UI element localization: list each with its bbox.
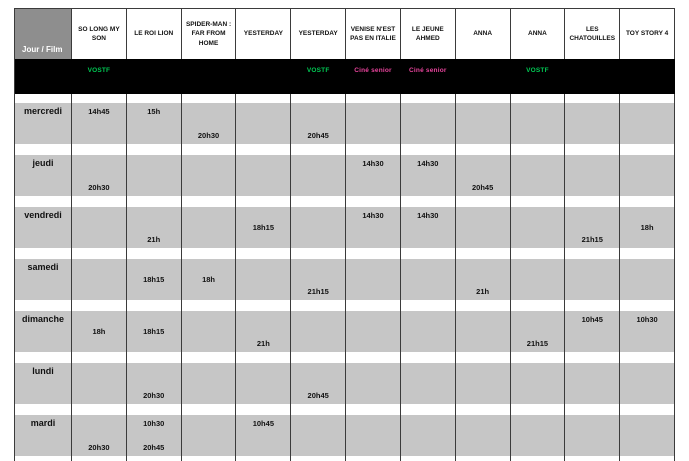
language-tag: VOSTF <box>511 59 566 94</box>
showtime: 10h30 <box>636 315 658 324</box>
showtime: 20h45 <box>471 183 494 192</box>
showtime: 10h45 <box>581 315 603 324</box>
schedule-cell <box>511 155 566 196</box>
day-label: dimanche <box>14 311 72 352</box>
schedule-cell <box>401 311 456 352</box>
showtime: 20h45 <box>307 131 329 140</box>
schedule-cell <box>511 311 566 352</box>
gap-cell <box>291 248 346 259</box>
gap-cell <box>182 404 237 415</box>
showtime: 20h45 <box>307 391 329 400</box>
schedule-cell <box>620 103 675 144</box>
film-header: YESTERDAY <box>236 8 291 59</box>
schedule-cell <box>511 259 566 300</box>
film-header: ANNA <box>511 8 566 59</box>
schedule-cell <box>236 155 291 196</box>
schedule-cell <box>565 103 620 144</box>
schedule-cell <box>291 415 346 456</box>
gap-cell <box>236 94 291 103</box>
film-header: LES CHATOUILLES <box>565 8 620 59</box>
schedule-cell <box>236 363 291 404</box>
schedule-cell <box>346 415 401 456</box>
gap-cell <box>291 404 346 415</box>
schedule-cell <box>72 415 127 456</box>
schedule-cell <box>565 415 620 456</box>
gap-cell <box>401 352 456 363</box>
schedule-cell <box>565 363 620 404</box>
gap-cell <box>565 456 620 461</box>
schedule-cell <box>72 311 127 352</box>
showtime: 20h30 <box>197 131 220 140</box>
showtime: 21h15 <box>307 287 329 296</box>
gap-cell <box>565 196 620 207</box>
film-header: TOY STORY 4 <box>620 8 675 59</box>
schedule-cell <box>456 363 511 404</box>
schedule-cell <box>401 363 456 404</box>
schedule-cell <box>182 259 237 300</box>
gap-cell <box>511 248 566 259</box>
gap-cell <box>346 94 401 103</box>
gap-cell <box>14 248 72 259</box>
day-label: vendredi <box>14 207 72 248</box>
gap-cell <box>565 404 620 415</box>
schedule-cell <box>346 363 401 404</box>
schedule-cell <box>401 155 456 196</box>
schedule-cell <box>127 207 182 248</box>
schedule-cell <box>291 155 346 196</box>
language-tag <box>127 59 182 94</box>
day-label: samedi <box>14 259 72 300</box>
showtime: 14h30 <box>362 159 384 168</box>
schedule-cell <box>565 311 620 352</box>
gap-cell <box>346 404 401 415</box>
gap-cell <box>565 144 620 155</box>
gap-cell <box>511 196 566 207</box>
schedule-cell <box>511 103 566 144</box>
showtime: 21h <box>476 287 490 296</box>
schedule-cell <box>346 155 401 196</box>
schedule-cell <box>236 259 291 300</box>
gap-cell <box>565 300 620 311</box>
film-header: VENISE N'EST PAS EN ITALIE <box>346 8 401 59</box>
gap-cell <box>72 352 127 363</box>
showtime: 21h15 <box>581 235 603 244</box>
schedule-cell <box>456 155 511 196</box>
schedule-cell <box>72 363 127 404</box>
film-header: LE JEUNE AHMED <box>401 8 456 59</box>
schedule-cell <box>511 363 566 404</box>
schedule-cell <box>182 415 237 456</box>
schedule-cell <box>401 259 456 300</box>
gap-cell <box>127 352 182 363</box>
gap-cell <box>620 456 675 461</box>
schedule-cell <box>182 311 237 352</box>
schedule-cell <box>72 207 127 248</box>
gap-cell <box>401 196 456 207</box>
schedule-cell <box>456 259 511 300</box>
schedule-cell <box>346 103 401 144</box>
gap-cell <box>511 456 566 461</box>
showtime: 10h30 <box>143 419 165 428</box>
gap-cell <box>346 352 401 363</box>
showtime: 20h30 <box>88 443 110 452</box>
gap-cell <box>182 144 237 155</box>
gap-cell <box>346 196 401 207</box>
gap-cell <box>565 248 620 259</box>
showtime: 18h15 <box>143 327 165 336</box>
language-tag: VOSTF <box>72 59 127 94</box>
schedule-cell <box>291 259 346 300</box>
schedule-cell <box>565 207 620 248</box>
showtime: 18h15 <box>252 223 274 232</box>
gap-cell <box>401 144 456 155</box>
schedule-cell <box>127 311 182 352</box>
showtime: 18h15 <box>143 275 165 284</box>
schedule-cell <box>620 311 675 352</box>
schedule-cell <box>291 363 346 404</box>
gap-cell <box>401 404 456 415</box>
film-header: SO LONG MY SON <box>72 8 127 59</box>
schedule-cell <box>620 259 675 300</box>
schedule-cell <box>291 311 346 352</box>
language-tag <box>456 59 511 94</box>
day-label: lundi <box>14 363 72 404</box>
gap-cell <box>401 94 456 103</box>
gap-cell <box>182 300 237 311</box>
gap-cell <box>127 144 182 155</box>
gap-cell <box>291 352 346 363</box>
schedule-cell <box>346 259 401 300</box>
gap-cell <box>511 144 566 155</box>
gap-cell <box>127 456 182 461</box>
gap-cell <box>456 144 511 155</box>
gap-cell <box>456 248 511 259</box>
showtime: 18h <box>92 327 106 336</box>
gap-cell <box>14 300 72 311</box>
language-tag: Ciné senior <box>346 59 401 94</box>
gap-cell <box>72 196 127 207</box>
gap-cell <box>511 300 566 311</box>
gap-cell <box>511 94 566 103</box>
gap-cell <box>346 300 401 311</box>
schedule-cell <box>291 207 346 248</box>
gap-cell <box>456 404 511 415</box>
gap-cell <box>236 456 291 461</box>
gap-cell <box>346 144 401 155</box>
language-tag: VOSTF <box>291 59 346 94</box>
film-header: ANNA <box>456 8 511 59</box>
showtime: 18h <box>640 223 654 232</box>
gap-cell <box>401 248 456 259</box>
gap-cell <box>620 352 675 363</box>
schedule-cell <box>511 207 566 248</box>
gap-cell <box>14 144 72 155</box>
gap-cell <box>401 300 456 311</box>
showtime: 14h30 <box>417 159 439 168</box>
gap-cell <box>182 456 237 461</box>
schedule-cell <box>346 207 401 248</box>
schedule-cell <box>401 207 456 248</box>
schedule-cell <box>346 311 401 352</box>
gap-cell <box>72 94 127 103</box>
gap-cell <box>620 248 675 259</box>
gap-cell <box>511 404 566 415</box>
gap-cell <box>346 456 401 461</box>
schedule-cell <box>182 363 237 404</box>
schedule-cell <box>620 155 675 196</box>
cinema-schedule-table <box>14 8 675 461</box>
schedule-grid <box>14 8 675 461</box>
gap-cell <box>72 248 127 259</box>
gap-cell <box>236 196 291 207</box>
showtime: 20h30 <box>143 391 165 400</box>
schedule-cell <box>182 207 237 248</box>
showtime: 21h <box>256 339 270 348</box>
gap-cell <box>511 352 566 363</box>
gap-cell <box>182 94 237 103</box>
gap-cell <box>291 456 346 461</box>
gap-cell <box>14 404 72 415</box>
gap-cell <box>127 94 182 103</box>
gap-cell <box>182 248 237 259</box>
schedule-cell <box>620 207 675 248</box>
gap-cell <box>236 144 291 155</box>
gap-cell <box>14 196 72 207</box>
schedule-cell <box>456 311 511 352</box>
black-band-corner <box>14 59 72 94</box>
language-tag <box>620 59 675 94</box>
day-label: jeudi <box>14 155 72 196</box>
schedule-cell <box>127 259 182 300</box>
gap-cell <box>14 456 72 461</box>
schedule-cell <box>565 155 620 196</box>
schedule-cell <box>127 363 182 404</box>
gap-cell <box>456 456 511 461</box>
day-label: mercredi <box>14 103 72 144</box>
showtime: 14h30 <box>417 211 439 220</box>
gap-cell <box>72 456 127 461</box>
schedule-cell <box>182 103 237 144</box>
showtime: 21h <box>147 235 161 244</box>
gap-cell <box>346 248 401 259</box>
gap-cell <box>182 196 237 207</box>
showtime: 20h45 <box>143 443 165 452</box>
gap-cell <box>565 94 620 103</box>
schedule-cell <box>182 155 237 196</box>
gap-cell <box>72 300 127 311</box>
showtime: 21h15 <box>526 339 549 348</box>
schedule-cell <box>456 103 511 144</box>
gap-cell <box>620 300 675 311</box>
gap-cell <box>456 352 511 363</box>
film-header: YESTERDAY <box>291 8 346 59</box>
gap-cell <box>456 94 511 103</box>
gap-cell <box>620 196 675 207</box>
language-tag: Ciné senior <box>401 59 456 94</box>
day-label: mardi <box>14 415 72 456</box>
schedule-cell <box>236 415 291 456</box>
schedule-cell <box>127 155 182 196</box>
schedule-cell <box>127 415 182 456</box>
gap-cell <box>127 300 182 311</box>
gap-cell <box>236 248 291 259</box>
gap-cell <box>127 196 182 207</box>
schedule-cell <box>565 259 620 300</box>
schedule-cell <box>456 415 511 456</box>
schedule-cell <box>236 207 291 248</box>
schedule-cell <box>72 103 127 144</box>
schedule-cell <box>401 103 456 144</box>
gap-cell <box>291 94 346 103</box>
showtime: 14h30 <box>362 211 384 220</box>
gap-cell <box>127 248 182 259</box>
gap-cell <box>620 94 675 103</box>
gap-cell <box>236 404 291 415</box>
schedule-cell <box>456 207 511 248</box>
gap-cell <box>14 94 72 103</box>
gap-cell <box>565 352 620 363</box>
schedule-cell <box>236 103 291 144</box>
schedule-cell <box>291 103 346 144</box>
gap-cell <box>620 404 675 415</box>
gap-cell <box>291 196 346 207</box>
language-tag <box>565 59 620 94</box>
schedule-cell <box>511 415 566 456</box>
schedule-cell <box>401 415 456 456</box>
film-header: SPIDER-MAN : FAR FROM HOME <box>182 8 237 59</box>
corner-header-cell: Jour / Film <box>14 8 72 59</box>
language-tag <box>182 59 237 94</box>
gap-cell <box>236 352 291 363</box>
gap-cell <box>236 300 291 311</box>
gap-cell <box>182 352 237 363</box>
gap-cell <box>620 144 675 155</box>
gap-cell <box>14 352 72 363</box>
gap-cell <box>291 300 346 311</box>
language-tag <box>236 59 291 94</box>
schedule-cell <box>72 259 127 300</box>
showtime: 14h45 <box>88 107 110 116</box>
gap-cell <box>456 196 511 207</box>
schedule-cell <box>72 155 127 196</box>
showtime: 15h <box>147 107 161 116</box>
showtime: 18h <box>202 275 215 284</box>
film-header: LE ROI LION <box>127 8 182 59</box>
gap-cell <box>456 300 511 311</box>
gap-cell <box>127 404 182 415</box>
gap-cell <box>72 404 127 415</box>
showtime: 10h45 <box>252 419 274 428</box>
schedule-cell <box>127 103 182 144</box>
showtime: 20h30 <box>88 183 110 192</box>
schedule-cell <box>620 363 675 404</box>
schedule-cell <box>236 311 291 352</box>
gap-cell <box>401 456 456 461</box>
gap-cell <box>72 144 127 155</box>
gap-cell <box>291 144 346 155</box>
schedule-cell <box>620 415 675 456</box>
